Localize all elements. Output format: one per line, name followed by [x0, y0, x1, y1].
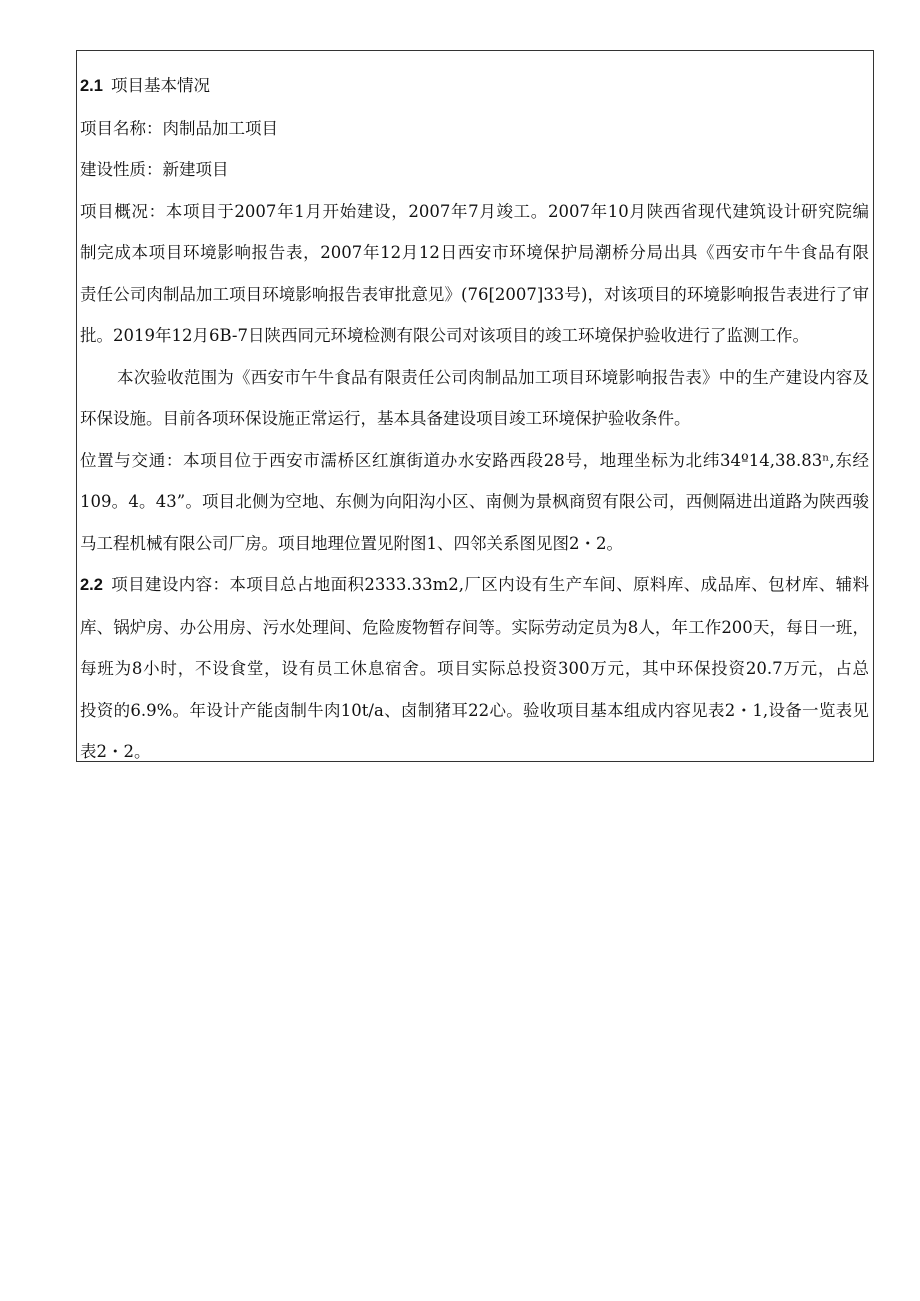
- content-line-4: 投资的6.9%。年设计产能卤制牛肉10t/a、卤制猪耳22心。验收项目基本组成内容见表2・1,设备一览表见: [80, 700, 869, 720]
- content-line-5: 表2・2。: [80, 742, 151, 761]
- scope-line-1: 本次验收范围为《西安市午牛食品有限责任公司肉制品加工项目环境影响报告表》中的生产建设内容及: [117, 367, 869, 387]
- scope-line-2: 环保设施。目前各项环保设施正常运行，基本具备建设项目竣工环境保护验收条件。: [80, 409, 691, 428]
- content-frame: [76, 50, 874, 762]
- overview-line-4: 批。2019年12月6B-7日陕西同元环境检测有限公司对该项目的竣工环境保护验收进行了监测工作。: [80, 326, 809, 345]
- location-line-3: 马工程机械有限公司厂房。项目地理位置见附图1、四邻关系图见图2・2。: [80, 533, 623, 553]
- section-2-1-heading: [80, 65, 869, 108]
- location-line-2: 109。4。43”。项目北侧为空地、东侧为向阳沟小区、南侧为景枫商贸有限公司，西侧隔进出道路为陕西骏: [80, 492, 869, 511]
- overview-line-3: 责任公司肉制品加工项目环境影响报告表审批意见》(76[2007]33号)，对该项目的环境影响报告表进行了审: [80, 284, 869, 304]
- build-nature-line: 建设性质：新建项目: [80, 160, 229, 179]
- section-number: 2.1: [80, 77, 103, 95]
- section-number: 2.2: [80, 576, 103, 594]
- location-line-1: 位置与交通：本项目位于西安市濡桥区红旗街道办水安路西段28号，地理坐标为北纬34º14,38.83ⁿ,东经: [80, 450, 869, 470]
- content-line-2: 库、锅炉房、办公用房、污水处理间、危险废物暂存间等。实际劳动定员为8人，年工作200天，每日一班，: [80, 617, 869, 637]
- content-line-3: 每班为8小时，不设食堂，设有员工休息宿舍。项目实际总投资300万元，其中环保投资20.7万元，占总: [80, 659, 869, 678]
- project-name-line: 项目名称：肉制品加工项目: [80, 118, 278, 138]
- overview-line-1: 项目概况：本项目于2007年1月开始建设，2007年7月竣工。2007年10月陕西省现代建筑设计研究院编: [80, 201, 869, 221]
- section-title: 项目基本情况: [110, 76, 210, 95]
- overview-line-2: 制完成本项目环境影响报告表，2007年12月12日西安市环境保护局潮桥分局出具《西安市午牛食品有限: [80, 243, 869, 262]
- section-2-2-content-line-1: [80, 564, 869, 607]
- content-text: 项目建设内容：本项目总占地面积2333.33m2,厂区内设有生产车间、原料库、成品库、包材库、辅料: [110, 575, 869, 594]
